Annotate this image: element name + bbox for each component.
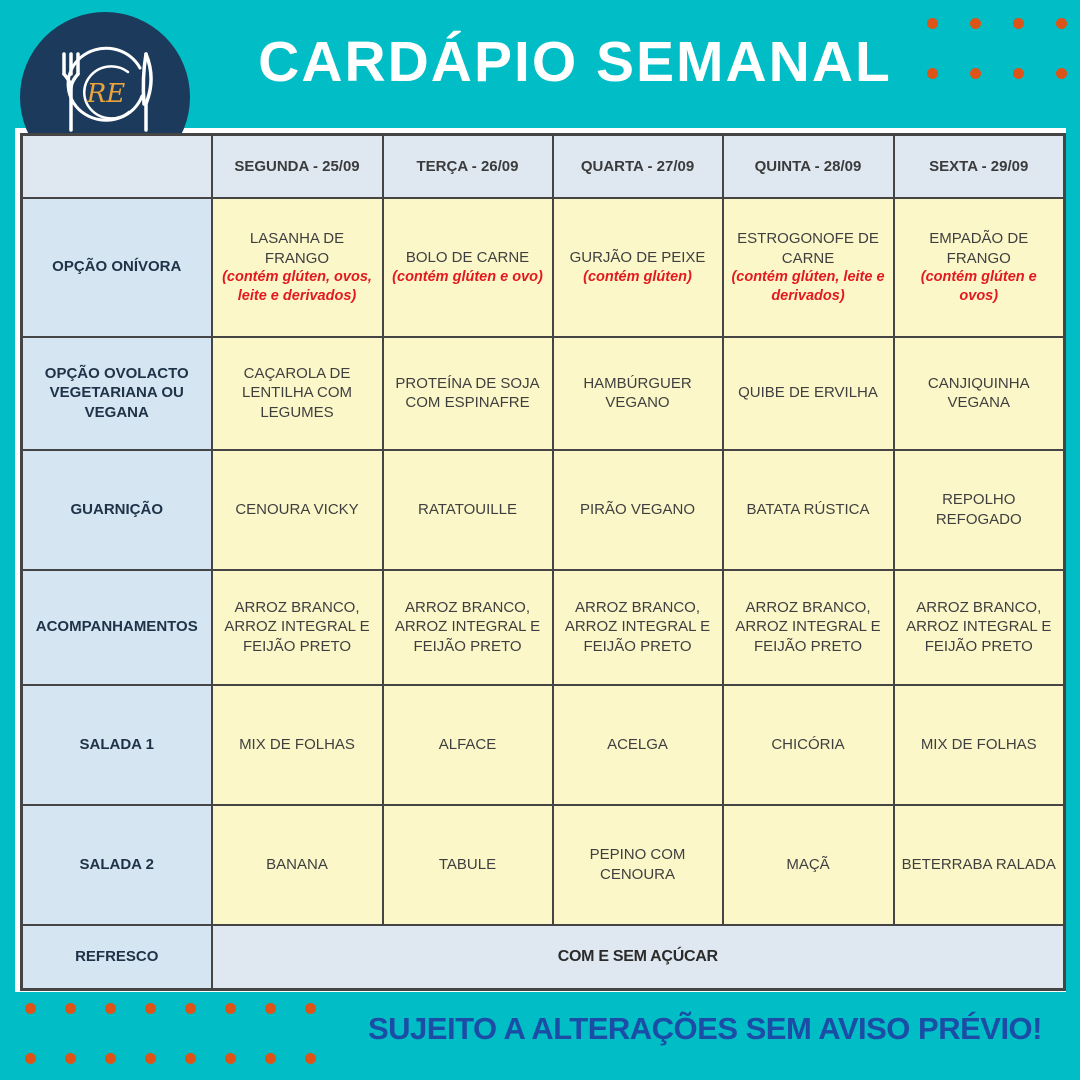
menu-item: PEPINO COM CENOURA	[589, 846, 686, 883]
menu-cell	[383, 805, 553, 925]
dot-icon	[145, 1003, 156, 1014]
menu-cell	[894, 450, 1065, 570]
dot-icon	[65, 1003, 76, 1014]
menu-item: HAMBÚRGUER VEGANO	[583, 374, 692, 411]
menu-item: CAÇAROLA DE LENTILHA COM LEGUMES	[241, 364, 353, 421]
menu-item: GURJÃO DE PEIXE	[569, 249, 706, 267]
menu-item: ARROZ BRANCO, ARROZ INTEGRAL E FEIJÃO PRETO	[224, 598, 370, 655]
menu-cell	[383, 570, 553, 685]
menu-item: BOLO DE CARNE	[405, 249, 530, 267]
menu-cell	[723, 805, 894, 925]
menu-cell	[212, 570, 383, 685]
menu-cell	[212, 198, 383, 337]
allergen-note: (contém glúten, leite e derivados)	[731, 269, 885, 304]
menu-item: ARROZ BRANCO, ARROZ INTEGRAL E FEIJÃO PRETO	[394, 598, 541, 655]
menu-cell	[212, 450, 383, 570]
row-label: SALADA 2	[22, 805, 212, 925]
dot-icon	[25, 1003, 36, 1014]
menu-item: QUIBE DE ERVILHA	[738, 384, 878, 402]
menu-item: BATATA RÚSTICA	[746, 500, 870, 518]
menu-item: MIX DE FOLHAS	[920, 735, 1037, 753]
menu-item: PROTEÍNA DE SOJA COM ESPINAFRE	[395, 374, 540, 411]
menu-cell	[383, 337, 553, 450]
menu-cell	[894, 805, 1065, 925]
menu-item: EMPADÃO DE FRANGO	[929, 230, 1029, 267]
dot-icon	[185, 1003, 196, 1014]
menu-item: REPOLHO REFOGADO	[935, 491, 1022, 528]
menu-item: ESTROGONOFE DE CARNE	[737, 230, 879, 267]
menu-item: ARROZ BRANCO, ARROZ INTEGRAL E FEIJÃO PRETO	[564, 598, 711, 655]
dot-icon	[1056, 68, 1067, 79]
menu-item: PIRÃO VEGANO	[579, 500, 696, 518]
menu-item: CANJIQUINHA VEGANA	[927, 374, 1030, 411]
menu-cell	[383, 198, 553, 337]
menu-item: ARROZ BRANCO, ARROZ INTEGRAL E FEIJÃO PRETO	[735, 598, 881, 655]
dot-icon	[265, 1003, 276, 1014]
day-header: QUINTA - 28/09	[723, 135, 894, 198]
dot-icon	[105, 1003, 116, 1014]
menu-cell	[894, 685, 1065, 805]
row-label: REFRESCO	[22, 925, 212, 990]
day-header: SEXTA - 29/09	[894, 135, 1065, 198]
menu-item: ARROZ BRANCO, ARROZ INTEGRAL E FEIJÃO PRETO	[906, 598, 1052, 655]
spanning-cell: COM E SEM AÇÚCAR	[212, 925, 1065, 990]
footer-note: SUJEITO A ALTERAÇÕES SEM AVISO PRÉVIO!	[367, 1011, 1042, 1046]
dot-icon	[265, 1053, 276, 1064]
dot-icon	[225, 1003, 236, 1014]
menu-item: MAÇÃ	[786, 855, 830, 873]
dot-icon	[1056, 18, 1067, 29]
menu-cell	[212, 337, 383, 450]
menu-item: CENOURA VICKY	[235, 500, 359, 518]
day-header: QUARTA - 27/09	[553, 135, 723, 198]
day-header: TERÇA - 26/09	[383, 135, 553, 198]
table-row	[22, 450, 1065, 570]
dot-icon	[970, 18, 981, 29]
allergen-note: (contém glúten e ovo)	[392, 268, 543, 285]
menu-item: LASANHA DE FRANGO	[249, 230, 345, 267]
menu-table	[20, 133, 1066, 991]
menu-cell	[553, 570, 723, 685]
dot-icon	[25, 1053, 36, 1064]
menu-cell	[553, 337, 723, 450]
page-title: CARDÁPIO SEMANAL	[258, 30, 892, 94]
menu-cell	[553, 450, 723, 570]
menu-cell	[894, 570, 1065, 685]
row-label: OPÇÃO OVOLACTO VEGETARIANA OU VEGANA	[22, 337, 212, 450]
dot-icon	[65, 1053, 76, 1064]
dot-grid-top-right	[927, 18, 1067, 79]
menu-cell	[723, 450, 894, 570]
dot-grid-bottom-left	[25, 1003, 316, 1064]
dot-icon	[927, 18, 938, 29]
table-row	[22, 198, 1065, 337]
menu-cell	[383, 450, 553, 570]
row-label: SALADA 1	[22, 685, 212, 805]
dot-icon	[105, 1053, 116, 1064]
menu-item: ALFACE	[438, 735, 497, 753]
dot-icon	[1013, 18, 1024, 29]
menu-item: BETERRABA RALADA	[901, 855, 1056, 873]
table-row	[22, 337, 1065, 450]
allergen-note: (contém glúten, ovos, leite e derivados)	[222, 269, 372, 304]
row-label: ACOMPANHAMENTOS	[22, 570, 212, 685]
menu-cell	[383, 685, 553, 805]
menu-item: ACELGA	[607, 735, 668, 753]
dot-icon	[927, 68, 938, 79]
day-header: SEGUNDA - 25/09	[212, 135, 383, 198]
menu-cell	[212, 685, 383, 805]
menu-cell	[723, 570, 894, 685]
menu-item: TABULE	[438, 855, 497, 873]
menu-cell	[894, 337, 1065, 450]
dot-icon	[970, 68, 981, 79]
menu-item: CHICÓRIA	[771, 735, 845, 753]
dot-icon	[185, 1053, 196, 1064]
dot-icon	[305, 1003, 316, 1014]
table-row	[22, 570, 1065, 685]
menu-cell	[212, 805, 383, 925]
menu-item: RATATOUILLE	[418, 500, 517, 518]
menu-cell	[723, 337, 894, 450]
menu-item: MIX DE FOLHAS	[239, 735, 355, 753]
menu-cell	[723, 198, 894, 337]
dot-icon	[145, 1053, 156, 1064]
dot-icon	[225, 1053, 236, 1064]
menu-cell	[553, 805, 723, 925]
dot-icon	[305, 1053, 316, 1064]
table-row	[22, 805, 1065, 925]
corner-cell	[22, 135, 212, 198]
allergen-note: (contém glúten)	[583, 268, 692, 285]
table-row	[22, 685, 1065, 805]
logo-initials: RE	[86, 79, 126, 109]
dot-icon	[1013, 68, 1024, 79]
row-label: OPÇÃO ONÍVORA	[22, 198, 212, 337]
menu-cell	[553, 685, 723, 805]
allergen-note: (contém glúten e ovos)	[920, 269, 1037, 304]
menu-cell	[553, 198, 723, 337]
menu-cell	[723, 685, 894, 805]
table-row	[22, 925, 1065, 990]
menu-item: BANANA	[266, 855, 328, 873]
menu-cell	[894, 198, 1065, 337]
row-label: GUARNIÇÃO	[22, 450, 212, 570]
